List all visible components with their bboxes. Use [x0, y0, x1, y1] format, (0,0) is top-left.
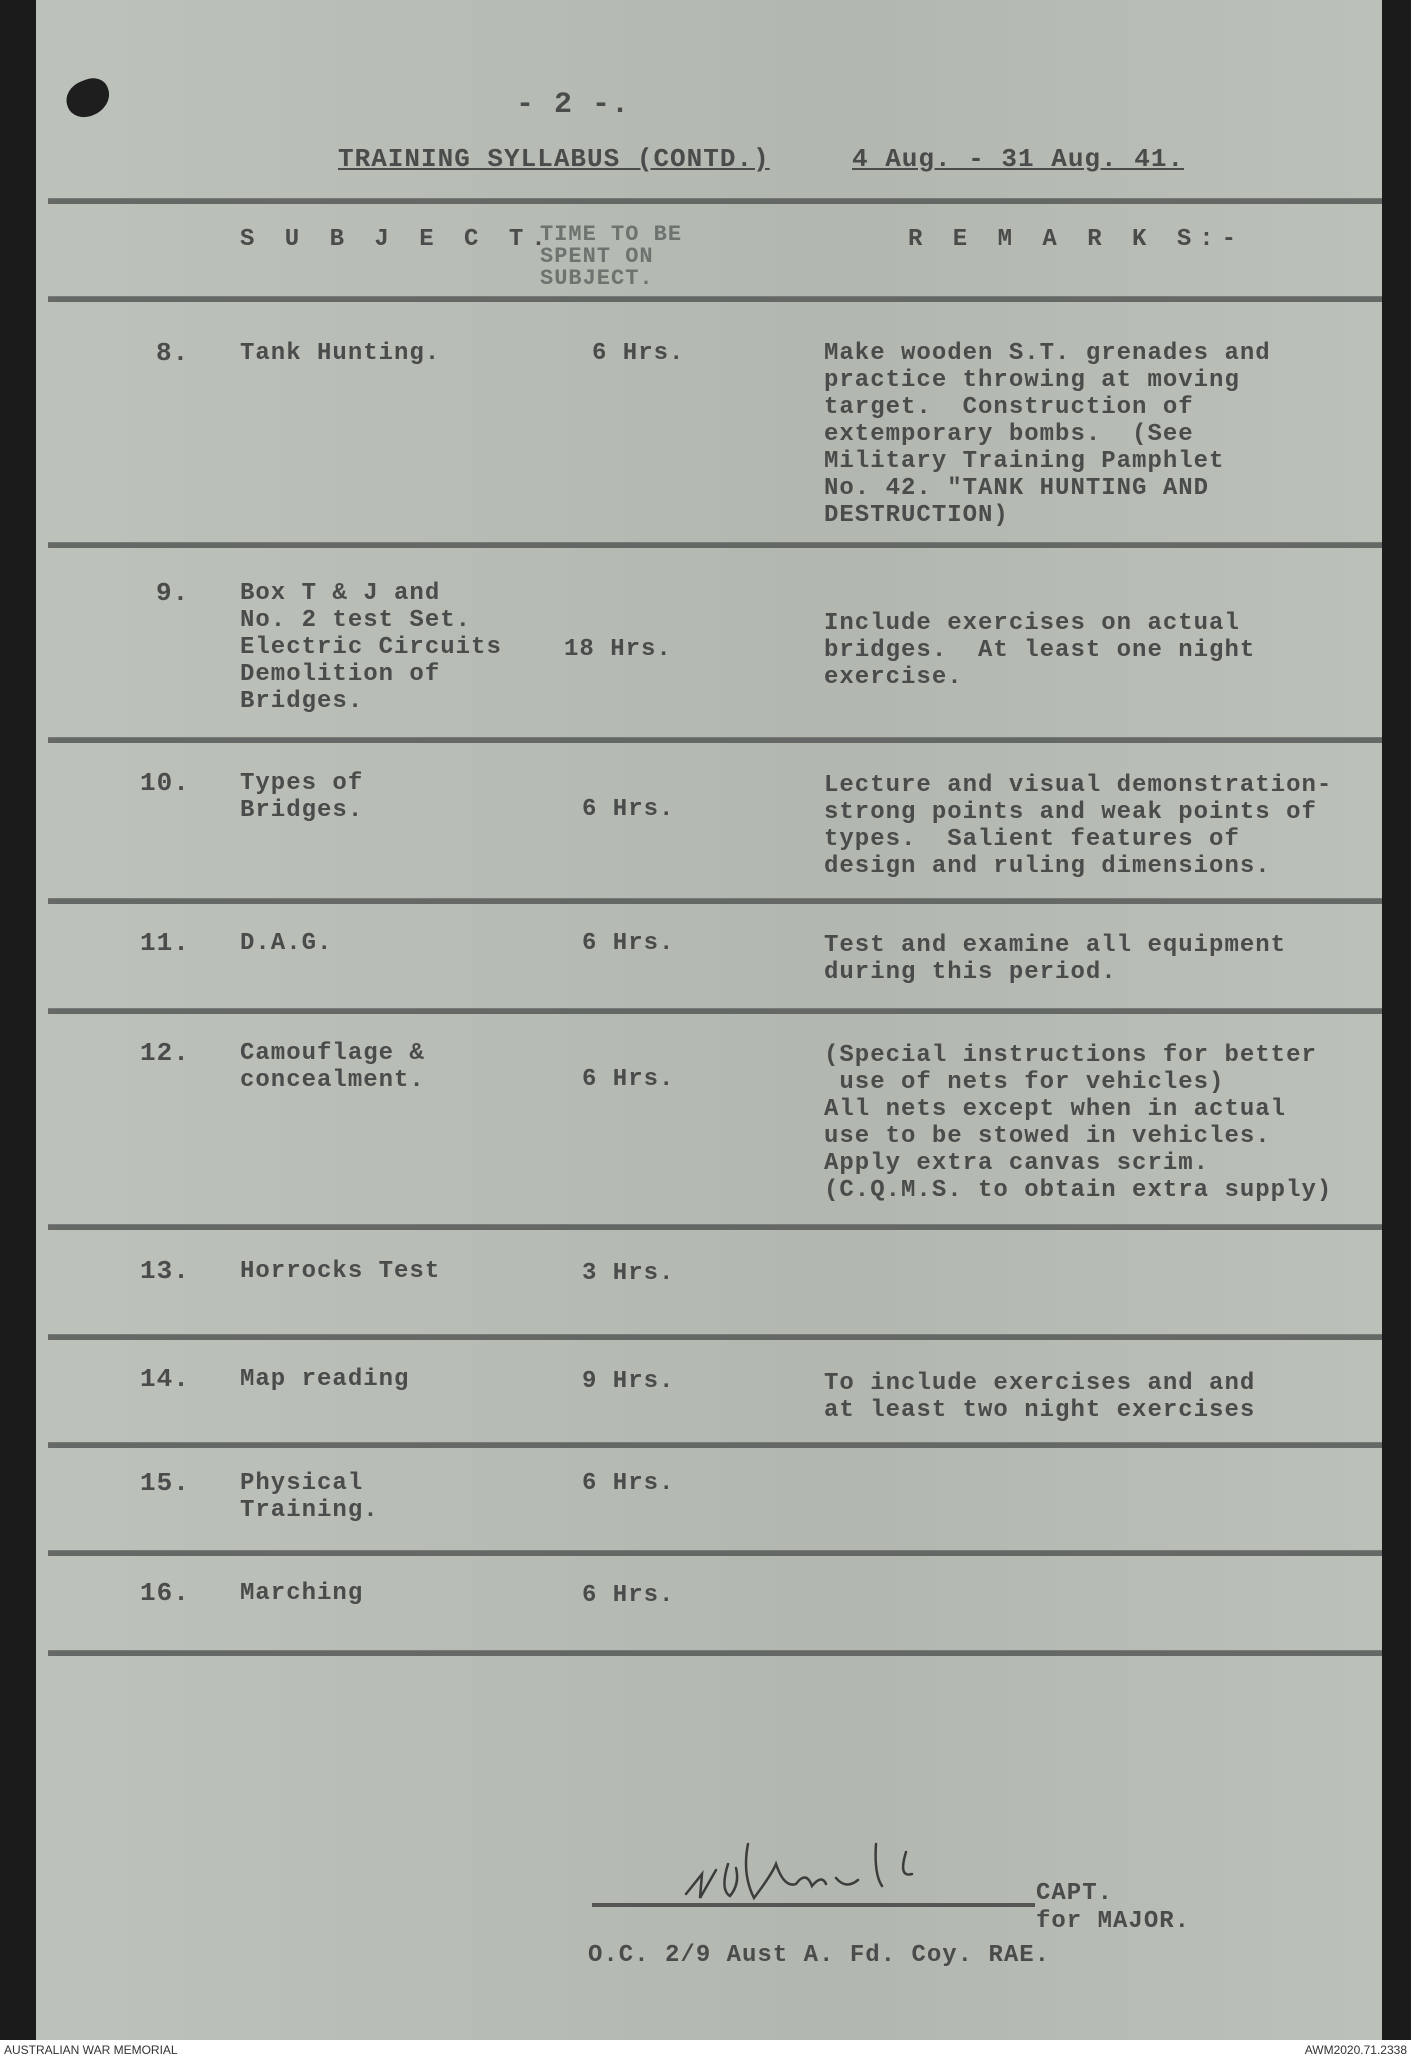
row-time: 9 Hrs.: [582, 1368, 675, 1395]
header-remarks: R E M A R K S:-: [908, 226, 1245, 253]
row-time: 6 Hrs.: [582, 930, 675, 957]
row-rule: [48, 1550, 1382, 1556]
signature-unit: O.C. 2/9 Aust A. Fd. Coy. RAE.: [588, 1942, 1051, 1969]
row-time: 6 Hrs.: [582, 1582, 675, 1609]
row-subject: Camouflage & concealment.: [240, 1040, 425, 1094]
row-subject: Marching: [240, 1580, 364, 1607]
row-remarks: Include exercises on actual bridges. At least one night exercise.: [824, 610, 1256, 691]
row-number: 9.: [156, 578, 190, 608]
signature-line: [592, 1903, 1035, 1907]
row-number: 16.: [140, 1578, 190, 1608]
header-time: TIME TO BE SPENT ON SUBJECT.: [540, 222, 683, 291]
handwritten-signature: [676, 1834, 956, 1914]
row-subject: Box T & J and No. 2 test Set. Electric Circuits Demolition of Bridges.: [240, 580, 502, 715]
row-subject: Tank Hunting.: [240, 340, 441, 367]
row-remarks: Lecture and visual demonstration- strong points and weak points of types. Salient features of design and ruling dimensions.: [824, 772, 1333, 880]
row-time: 6 Hrs.: [582, 1470, 675, 1497]
row-rule: [48, 542, 1382, 548]
row-number: 11.: [140, 928, 190, 958]
row-remarks: Test and examine all equipment during this period.: [824, 932, 1287, 986]
row-number: 12.: [140, 1038, 190, 1068]
row-subject: Physical Training.: [240, 1470, 379, 1524]
row-rule: [48, 1334, 1382, 1340]
row-remarks: Make wooden S.T. grenades and practice throwing at moving target. Construction of extemporary bombs. (See Military Training Pamphlet No. 42. "TANK HUNTING AND DESTRUCTION): [824, 340, 1271, 529]
row-number: 14.: [140, 1364, 190, 1394]
row-rule: [48, 1224, 1382, 1230]
row-number: 13.: [140, 1256, 190, 1286]
archive-footer: [0, 2040, 1411, 2061]
row-time: 3 Hrs.: [582, 1260, 675, 1287]
document-title: TRAINING SYLLABUS (CONTD.): [338, 144, 770, 174]
header-subject: S U B J E C T.: [240, 226, 554, 253]
date-range: 4 Aug. - 31 Aug. 41.: [852, 144, 1185, 174]
row-time: 18 Hrs.: [564, 636, 672, 663]
row-rule: [48, 898, 1382, 904]
row-time: 6 Hrs.: [582, 1066, 675, 1093]
row-rule: [48, 1442, 1382, 1448]
row-number: 8.: [156, 338, 190, 368]
footer-reference: AWM2020.71.2338: [1304, 2043, 1407, 2057]
signature-rank: CAPT.: [1036, 1880, 1114, 1907]
row-subject: Horrocks Test: [240, 1258, 441, 1285]
row-rule: [48, 737, 1382, 743]
row-subject: Map reading: [240, 1366, 410, 1393]
row-remarks: To include exercises and and at least two night exercises: [824, 1370, 1256, 1424]
row-rule: [48, 1650, 1382, 1656]
document-sheet: [36, 0, 1382, 2040]
header-bottom-rule: [48, 296, 1382, 302]
footer-institution: AUSTRALIAN WAR MEMORIAL: [4, 2043, 178, 2057]
row-time: 6 Hrs.: [582, 796, 675, 823]
row-remarks: (Special instructions for better use of nets for vehicles) All nets except when in actual use to be stowed in vehicles. Apply extra canvas scrim. (C.Q.M.S. to obtain extra supply): [824, 1042, 1333, 1204]
ink-blot: [61, 74, 115, 123]
header-top-rule: [48, 198, 1382, 204]
row-subject: D.A.G.: [240, 930, 333, 957]
row-number: 10.: [140, 768, 190, 798]
row-time: 6 Hrs.: [592, 340, 685, 367]
row-rule: [48, 1008, 1382, 1014]
signature-for-line: for MAJOR.: [1036, 1908, 1191, 1935]
row-subject: Types of Bridges.: [240, 770, 364, 824]
page-number: - 2 -.: [516, 88, 631, 122]
row-number: 15.: [140, 1468, 190, 1498]
